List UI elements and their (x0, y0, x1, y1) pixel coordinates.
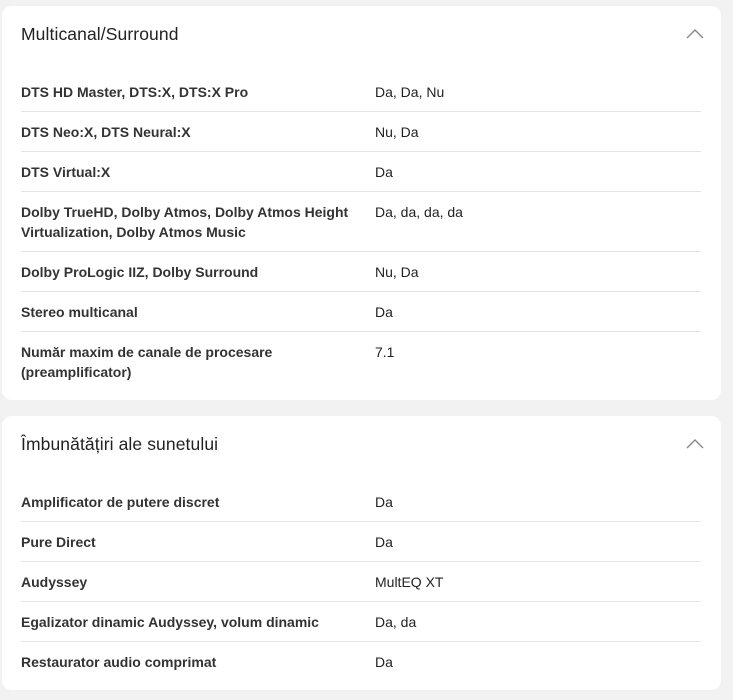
spec-label: Dolby TrueHD, Dolby Atmos, Dolby Atmos Height Virtualization, Dolby Atmos Music (21, 204, 349, 240)
spec-label: DTS HD Master, DTS:X, DTS:X Pro (21, 84, 249, 100)
spec-label: DTS Virtual:X (21, 164, 111, 180)
spec-row (21, 252, 701, 292)
spec-label: Amplificator de putere discret (21, 494, 220, 510)
section-header[interactable] (2, 416, 721, 472)
spec-value: Da, da, da, da (375, 204, 463, 220)
chevron-up-icon[interactable] (686, 28, 704, 40)
spec-row (21, 482, 701, 522)
spec-value: Nu, Da (375, 264, 419, 280)
spec-row (21, 72, 701, 112)
spec-value: MultEQ XT (375, 574, 444, 590)
spec-value: Da (375, 304, 393, 320)
spec-label: Pure Direct (21, 534, 96, 550)
spec-value: Da, da (375, 614, 417, 630)
spec-list (21, 482, 701, 682)
spec-value: Da (375, 654, 393, 670)
spec-label: Dolby ProLogic IIZ, Dolby Surround (21, 264, 259, 280)
spec-row (21, 112, 701, 152)
spec-row (21, 642, 701, 682)
chevron-up-icon[interactable] (686, 438, 704, 450)
spec-row (21, 192, 701, 252)
spec-value: Da (375, 164, 393, 180)
spec-value: 7.1 (375, 344, 395, 360)
spec-label: DTS Neo:X, DTS Neural:X (21, 124, 191, 140)
section-title: Îmbunătățiri ale sunetului (21, 434, 219, 454)
spec-label: Stereo multicanal (21, 304, 138, 320)
spec-label: Număr maxim de canale de procesare (preamplificator) (21, 344, 273, 380)
spec-row (21, 152, 701, 192)
spec-row (21, 522, 701, 562)
spec-row (21, 292, 701, 332)
section-multicanal-surround (2, 6, 721, 400)
spec-list (21, 72, 701, 392)
section-imbunatatiri-sunet (2, 416, 721, 690)
spec-row (21, 562, 701, 602)
section-header[interactable] (2, 6, 721, 62)
spec-label: Audyssey (21, 574, 88, 590)
spec-value: Da (375, 534, 393, 550)
section-title: Multicanal/Surround (21, 24, 179, 44)
spec-value: Nu, Da (375, 124, 419, 140)
spec-label: Restaurator audio comprimat (21, 654, 217, 670)
spec-value: Da, Da, Nu (375, 84, 445, 100)
spec-label: Egalizator dinamic Audyssey, volum dinamic (21, 614, 319, 630)
spec-value: Da (375, 494, 393, 510)
spec-row (21, 332, 701, 392)
spec-row (21, 602, 701, 642)
